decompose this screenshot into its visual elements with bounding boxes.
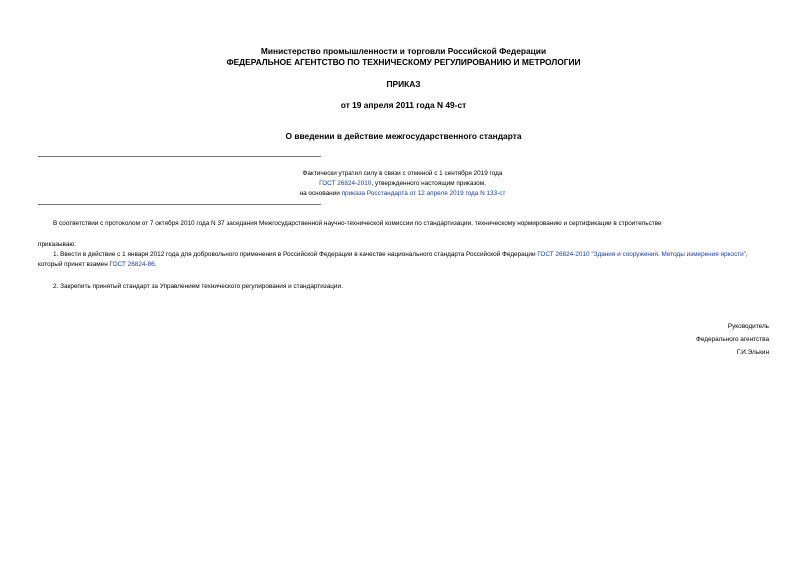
item-2-paragraph: 2. Закрепить принятый стандарт за Управлением технического регулирования и стандартизации.	[53, 283, 343, 290]
document-type: ПРИКАЗ	[386, 79, 421, 89]
document-subject: О введении в действие межгосударственного стандарта	[285, 131, 522, 141]
status-note-line2	[180, 180, 625, 188]
divider-bottom	[38, 204, 321, 205]
gost-26824-2010-link[interactable]: ГОСТ 26824-2010 "Здания и сооружения. Методы измерения яркости"	[537, 251, 746, 258]
order-word: приказываю:	[38, 241, 76, 248]
divider-top	[38, 156, 321, 157]
item-1-text-c: .	[154, 261, 157, 268]
signature-org: Федерального агентства	[695, 336, 769, 343]
signature-block	[696, 323, 769, 357]
agency-name: ФЕДЕРАЛЬНОЕ АГЕНТСТВО ПО ТЕХНИЧЕСКОМУ РЕГУЛИРОВАНИЮ И МЕТРОЛОГИИ	[226, 57, 581, 67]
gost-2010-link[interactable]: ГОСТ 26824-2010	[319, 180, 372, 187]
status-note-line1: Фактически утратил силу в связи с отменой с 1 сентября 2019 года	[302, 170, 503, 177]
item-1-text-b: , который принят взамен	[38, 251, 748, 268]
rosstandart-order-link[interactable]: приказа Росстандарта от 12 апреля 2019 года N 133-ст	[341, 190, 506, 197]
signature-position: Руководитель	[727, 323, 769, 330]
item-1-paragraph	[38, 250, 773, 270]
status-note-line3	[180, 190, 625, 198]
status-note-line2-text: , утвержденного настоящим приказом,	[371, 180, 486, 187]
ministry-name: Министерство промышленности и торговли Российской Федерации	[260, 46, 547, 56]
preamble-paragraph: В соответствии с протоколом от 7 октября 2010 года N 37 заседания Межгосударственной научно-технической комиссии по стандартизации, техническому нормированию и сертификации в строительстве	[53, 220, 662, 227]
signature-name: Г.И.Элькин	[736, 349, 769, 356]
gost-26824-86-link[interactable]: ГОСТ 26824-86	[109, 261, 155, 268]
status-note-line3-text: на основании	[299, 190, 342, 197]
item-1-text-a: 1. Ввести в действие с 1 января 2012 года для добровольного применения в Российской Федерации в качестве национального стандарта Российской Федерации	[53, 251, 538, 258]
document-date-number: от 19 апреля 2011 года N 49-ст	[340, 100, 467, 110]
status-note	[180, 170, 625, 198]
